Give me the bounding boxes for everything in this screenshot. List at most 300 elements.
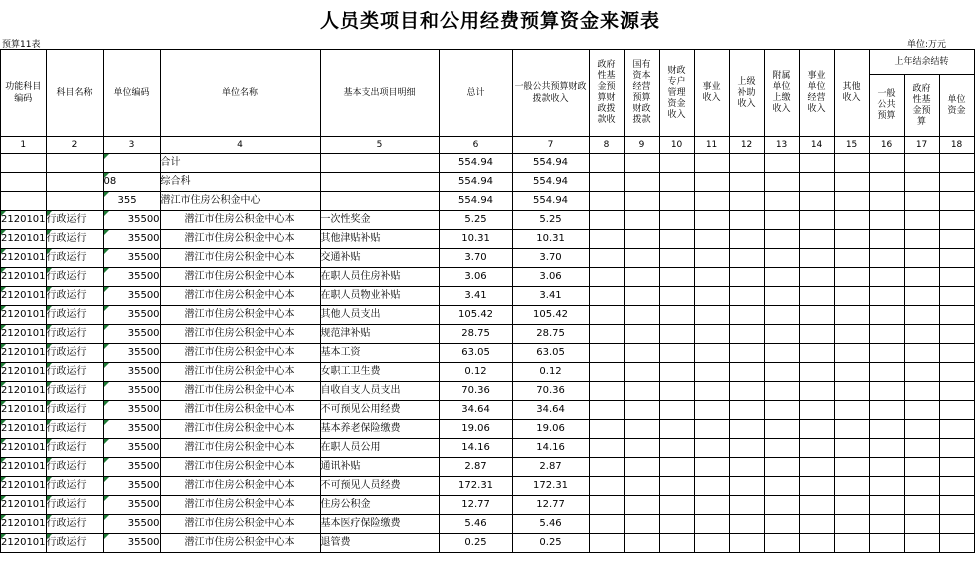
column-number: 4 — [160, 137, 320, 154]
empty-cell — [799, 496, 834, 515]
empty-cell — [904, 363, 939, 382]
empty-cell — [694, 268, 729, 287]
empty-cell — [939, 154, 974, 173]
empty-cell — [904, 249, 939, 268]
unit-name-cell: 潜江市住房公积金中心本 — [160, 420, 320, 439]
empty-cell — [764, 401, 799, 420]
table-row — [1, 515, 975, 534]
subject-cell: 行政运行 — [46, 534, 103, 553]
empty-cell — [589, 458, 624, 477]
unit-code-cell: 08 — [103, 173, 160, 192]
subject-cell: 行政运行 — [46, 211, 103, 230]
empty-cell — [624, 306, 659, 325]
table-row — [1, 420, 975, 439]
empty-cell — [694, 363, 729, 382]
header-gov-fund: 政府性基金预算财政拨款收 — [589, 50, 624, 137]
table-row — [1, 249, 975, 268]
detail-cell: 基本工资 — [320, 344, 439, 363]
empty-cell — [939, 325, 974, 344]
empty-cell — [869, 325, 904, 344]
empty-cell — [729, 211, 764, 230]
empty-cell — [659, 344, 694, 363]
empty-cell — [904, 458, 939, 477]
unit-code-cell: 35500 — [103, 268, 160, 287]
empty-cell — [834, 268, 869, 287]
total-cell: 19.06 — [439, 420, 512, 439]
empty-cell — [659, 439, 694, 458]
empty-cell — [624, 515, 659, 534]
subject-cell: 行政运行 — [46, 306, 103, 325]
empty-cell — [624, 382, 659, 401]
unit-name-cell: 潜江市住房公积金中心本 — [160, 306, 320, 325]
empty-cell — [694, 420, 729, 439]
subject-cell: 行政运行 — [46, 496, 103, 515]
empty-cell — [729, 496, 764, 515]
empty-cell — [624, 268, 659, 287]
func-code-cell — [1, 154, 47, 173]
empty-cell — [904, 515, 939, 534]
func-code-cell: 2120101 — [1, 344, 47, 363]
empty-cell — [694, 401, 729, 420]
empty-cell — [799, 534, 834, 553]
empty-cell — [869, 344, 904, 363]
empty-cell — [764, 325, 799, 344]
empty-cell — [834, 401, 869, 420]
total-cell: 10.31 — [439, 230, 512, 249]
empty-cell — [624, 192, 659, 211]
general-budget-cell: 10.31 — [512, 230, 589, 249]
empty-cell — [799, 211, 834, 230]
general-budget-cell: 554.94 — [512, 154, 589, 173]
empty-cell — [659, 382, 694, 401]
empty-cell — [834, 458, 869, 477]
empty-cell — [659, 192, 694, 211]
empty-cell — [939, 173, 974, 192]
total-cell: 3.70 — [439, 249, 512, 268]
empty-cell — [659, 363, 694, 382]
header-carry-unit: 单位资金 — [939, 75, 974, 137]
empty-cell — [624, 344, 659, 363]
table-row — [1, 306, 975, 325]
empty-cell — [764, 496, 799, 515]
empty-cell — [729, 420, 764, 439]
empty-cell — [834, 192, 869, 211]
empty-cell — [939, 211, 974, 230]
detail-cell: 退管费 — [320, 534, 439, 553]
empty-cell — [799, 458, 834, 477]
total-cell: 28.75 — [439, 325, 512, 344]
header-carry-general: 一般公共预算 — [869, 75, 904, 137]
header-other: 其他收入 — [834, 50, 869, 137]
empty-cell — [764, 344, 799, 363]
func-code-cell — [1, 173, 47, 192]
empty-cell — [939, 477, 974, 496]
table-row — [1, 230, 975, 249]
empty-cell — [904, 154, 939, 173]
empty-cell — [834, 515, 869, 534]
empty-cell — [904, 496, 939, 515]
empty-cell — [869, 515, 904, 534]
header-special-mgmt: 财政专户管理资金收入 — [659, 50, 694, 137]
empty-cell — [764, 211, 799, 230]
empty-cell — [729, 363, 764, 382]
table-row — [1, 458, 975, 477]
unit-code-cell: 35500 — [103, 439, 160, 458]
empty-cell — [799, 287, 834, 306]
general-budget-cell: 554.94 — [512, 173, 589, 192]
unit-name-cell: 潜江市住房公积金中心本 — [160, 363, 320, 382]
empty-cell — [589, 173, 624, 192]
general-budget-cell: 63.05 — [512, 344, 589, 363]
subject-cell: 行政运行 — [46, 439, 103, 458]
empty-cell — [764, 515, 799, 534]
empty-cell — [694, 154, 729, 173]
empty-cell — [729, 268, 764, 287]
empty-cell — [764, 306, 799, 325]
empty-cell — [764, 287, 799, 306]
empty-cell — [939, 363, 974, 382]
empty-cell — [589, 534, 624, 553]
empty-cell — [869, 249, 904, 268]
header-total: 总计 — [439, 50, 512, 137]
empty-cell — [939, 382, 974, 401]
empty-cell — [939, 515, 974, 534]
general-budget-cell: 172.31 — [512, 477, 589, 496]
empty-cell — [694, 287, 729, 306]
empty-cell — [939, 192, 974, 211]
empty-cell — [624, 363, 659, 382]
total-cell: 3.06 — [439, 268, 512, 287]
empty-cell — [694, 496, 729, 515]
unit-code-cell: 35500 — [103, 249, 160, 268]
empty-cell — [624, 211, 659, 230]
empty-cell — [834, 496, 869, 515]
general-budget-cell: 3.70 — [512, 249, 589, 268]
empty-cell — [869, 211, 904, 230]
empty-cell — [589, 154, 624, 173]
func-code-cell: 2120101 — [1, 534, 47, 553]
total-cell: 0.12 — [439, 363, 512, 382]
unit-code-cell: 35500 — [103, 515, 160, 534]
empty-cell — [834, 344, 869, 363]
unit-code-cell: 35500 — [103, 306, 160, 325]
empty-cell — [764, 458, 799, 477]
total-cell: 70.36 — [439, 382, 512, 401]
subject-cell — [46, 192, 103, 211]
func-code-cell: 2120101 — [1, 325, 47, 344]
page-title: 人员类项目和公用经费预算资金来源表 — [319, 10, 660, 32]
empty-cell — [834, 439, 869, 458]
empty-cell — [589, 287, 624, 306]
subject-cell — [46, 154, 103, 173]
unit-code-cell: 355 — [103, 192, 160, 211]
func-code-cell: 2120101 — [1, 477, 47, 496]
unit-code-cell: 35500 — [103, 344, 160, 363]
func-code-cell: 2120101 — [1, 401, 47, 420]
empty-cell — [694, 439, 729, 458]
table-row — [1, 268, 975, 287]
empty-cell — [869, 268, 904, 287]
empty-cell — [904, 211, 939, 230]
empty-cell — [624, 154, 659, 173]
empty-cell — [939, 230, 974, 249]
empty-cell — [694, 249, 729, 268]
total-cell: 5.25 — [439, 211, 512, 230]
empty-cell — [764, 420, 799, 439]
empty-cell — [729, 173, 764, 192]
empty-cell — [799, 325, 834, 344]
empty-cell — [729, 192, 764, 211]
subject-cell: 行政运行 — [46, 230, 103, 249]
header-state-capital: 国有资本经营预算财政拨款 — [624, 50, 659, 137]
unit-name-cell: 潜江市住房公积金中心本 — [160, 534, 320, 553]
header-business: 事业收入 — [694, 50, 729, 137]
empty-cell — [939, 287, 974, 306]
empty-cell — [589, 477, 624, 496]
header-detail: 基本支出项目明细 — [320, 50, 439, 137]
empty-cell — [659, 477, 694, 496]
empty-cell — [869, 420, 904, 439]
table-row — [1, 344, 975, 363]
empty-cell — [834, 154, 869, 173]
header-func-code: 功能科目编码 — [1, 50, 47, 137]
func-code-cell: 2120101 — [1, 363, 47, 382]
empty-cell — [589, 268, 624, 287]
empty-cell — [659, 420, 694, 439]
empty-cell — [589, 249, 624, 268]
total-cell: 14.16 — [439, 439, 512, 458]
empty-cell — [869, 173, 904, 192]
column-number: 5 — [320, 137, 439, 154]
empty-cell — [659, 287, 694, 306]
unit-name-cell: 潜江市住房公积金中心本 — [160, 230, 320, 249]
subject-cell: 行政运行 — [46, 458, 103, 477]
column-number: 16 — [869, 137, 904, 154]
empty-cell — [834, 306, 869, 325]
empty-cell — [624, 439, 659, 458]
unit-name-cell: 潜江市住房公积金中心本 — [160, 401, 320, 420]
empty-cell — [904, 192, 939, 211]
summary-row — [1, 192, 975, 211]
general-budget-cell: 0.25 — [512, 534, 589, 553]
empty-cell — [589, 306, 624, 325]
column-number: 15 — [834, 137, 869, 154]
func-code-cell: 2120101 — [1, 382, 47, 401]
func-code-cell: 2120101 — [1, 458, 47, 477]
detail-cell: 住房公积金 — [320, 496, 439, 515]
empty-cell — [729, 287, 764, 306]
func-code-cell: 2120101 — [1, 268, 47, 287]
empty-cell — [589, 515, 624, 534]
total-cell: 172.31 — [439, 477, 512, 496]
detail-cell: 自收自支人员支出 — [320, 382, 439, 401]
header-affiliated: 附属单位上缴收入 — [764, 50, 799, 137]
empty-cell — [694, 211, 729, 230]
total-cell: 105.42 — [439, 306, 512, 325]
empty-cell — [834, 230, 869, 249]
empty-cell — [904, 173, 939, 192]
total-cell: 12.77 — [439, 496, 512, 515]
header-operation: 事业单位经营收入 — [799, 50, 834, 137]
func-code-cell: 2120101 — [1, 287, 47, 306]
empty-cell — [694, 173, 729, 192]
empty-cell — [834, 173, 869, 192]
empty-cell — [904, 268, 939, 287]
empty-cell — [904, 382, 939, 401]
subject-cell: 行政运行 — [46, 515, 103, 534]
empty-cell — [764, 173, 799, 192]
empty-cell — [589, 382, 624, 401]
empty-cell — [834, 325, 869, 344]
table-row — [1, 477, 975, 496]
empty-cell — [939, 401, 974, 420]
empty-cell — [624, 325, 659, 344]
unit-code-cell: 35500 — [103, 230, 160, 249]
empty-cell — [799, 439, 834, 458]
table-row — [1, 287, 975, 306]
empty-cell — [659, 306, 694, 325]
unit-code-cell: 35500 — [103, 496, 160, 515]
general-budget-cell: 3.06 — [512, 268, 589, 287]
empty-cell — [904, 477, 939, 496]
unit-name-cell: 潜江市住房公积金中心本 — [160, 287, 320, 306]
detail-cell: 在职人员公用 — [320, 439, 439, 458]
empty-cell — [694, 515, 729, 534]
detail-cell: 通讯补贴 — [320, 458, 439, 477]
empty-cell — [694, 458, 729, 477]
empty-cell — [869, 230, 904, 249]
empty-cell — [694, 534, 729, 553]
empty-cell — [939, 344, 974, 363]
unit-code-cell: 35500 — [103, 382, 160, 401]
detail-cell: 在职人员住房补贴 — [320, 268, 439, 287]
general-budget-cell: 0.12 — [512, 363, 589, 382]
general-budget-cell: 105.42 — [512, 306, 589, 325]
table-row — [1, 534, 975, 553]
column-number: 6 — [439, 137, 512, 154]
empty-cell — [764, 154, 799, 173]
empty-cell — [939, 268, 974, 287]
detail-cell: 规范津补贴 — [320, 325, 439, 344]
empty-cell — [834, 534, 869, 553]
general-budget-cell: 554.94 — [512, 192, 589, 211]
general-budget-cell: 28.75 — [512, 325, 589, 344]
column-number: 9 — [624, 137, 659, 154]
total-cell: 63.05 — [439, 344, 512, 363]
empty-cell — [624, 458, 659, 477]
empty-cell — [589, 230, 624, 249]
subject-cell: 行政运行 — [46, 325, 103, 344]
empty-cell — [939, 458, 974, 477]
detail-cell: 不可预见人员经费 — [320, 477, 439, 496]
header-carryover: 上年结余结转 — [869, 50, 974, 75]
unit-name-cell: 潜江市住房公积金中心本 — [160, 458, 320, 477]
empty-cell — [834, 363, 869, 382]
func-code-cell: 2120101 — [1, 515, 47, 534]
empty-cell — [729, 401, 764, 420]
unit-code-cell — [103, 154, 160, 173]
general-budget-cell: 70.36 — [512, 382, 589, 401]
empty-cell — [764, 192, 799, 211]
empty-cell — [869, 287, 904, 306]
empty-cell — [764, 249, 799, 268]
empty-cell — [799, 192, 834, 211]
total-cell: 0.25 — [439, 534, 512, 553]
empty-cell — [869, 477, 904, 496]
empty-cell — [764, 382, 799, 401]
func-code-cell: 2120101 — [1, 496, 47, 515]
empty-cell — [799, 173, 834, 192]
column-number: 7 — [512, 137, 589, 154]
empty-cell — [589, 211, 624, 230]
func-code-cell: 2120101 — [1, 439, 47, 458]
unit-code-cell: 35500 — [103, 287, 160, 306]
total-cell: 2.87 — [439, 458, 512, 477]
empty-cell — [939, 496, 974, 515]
total-cell: 34.64 — [439, 401, 512, 420]
empty-cell — [624, 287, 659, 306]
general-budget-cell: 34.64 — [512, 401, 589, 420]
empty-cell — [729, 534, 764, 553]
total-cell: 554.94 — [439, 173, 512, 192]
empty-cell — [799, 515, 834, 534]
empty-cell — [869, 154, 904, 173]
table-row — [1, 363, 975, 382]
empty-cell — [799, 230, 834, 249]
detail-cell — [320, 154, 439, 173]
table-row — [1, 382, 975, 401]
empty-cell — [729, 477, 764, 496]
general-budget-cell: 19.06 — [512, 420, 589, 439]
column-number: 17 — [904, 137, 939, 154]
detail-cell: 其他津贴补贴 — [320, 230, 439, 249]
detail-cell: 基本医疗保险缴费 — [320, 515, 439, 534]
detail-cell: 在职人员物业补贴 — [320, 287, 439, 306]
unit-name-cell: 潜江市住房公积金中心本 — [160, 439, 320, 458]
empty-cell — [624, 477, 659, 496]
header-subject-name: 科目名称 — [46, 50, 103, 137]
header-unit-code: 单位编码 — [103, 50, 160, 137]
empty-cell — [799, 477, 834, 496]
empty-cell — [869, 534, 904, 553]
empty-cell — [589, 420, 624, 439]
empty-cell — [729, 154, 764, 173]
empty-cell — [589, 192, 624, 211]
general-budget-cell: 5.46 — [512, 515, 589, 534]
empty-cell — [729, 306, 764, 325]
empty-cell — [834, 211, 869, 230]
empty-cell — [694, 306, 729, 325]
unit-name-cell: 潜江市住房公积金中心本 — [160, 344, 320, 363]
empty-cell — [799, 420, 834, 439]
column-number: 11 — [694, 137, 729, 154]
empty-cell — [694, 325, 729, 344]
summary-row — [1, 173, 975, 192]
empty-cell — [624, 420, 659, 439]
subject-cell: 行政运行 — [46, 268, 103, 287]
unit-code-cell: 35500 — [103, 363, 160, 382]
func-code-cell: 2120101 — [1, 306, 47, 325]
empty-cell — [589, 401, 624, 420]
empty-cell — [764, 477, 799, 496]
empty-cell — [729, 458, 764, 477]
empty-cell — [904, 401, 939, 420]
header-carry-gov-fund: 政府性基金预算 — [904, 75, 939, 137]
detail-cell: 女职工卫生费 — [320, 363, 439, 382]
empty-cell — [869, 306, 904, 325]
unit-name-cell: 潜江市住房公积金中心本 — [160, 325, 320, 344]
table-row — [1, 211, 975, 230]
